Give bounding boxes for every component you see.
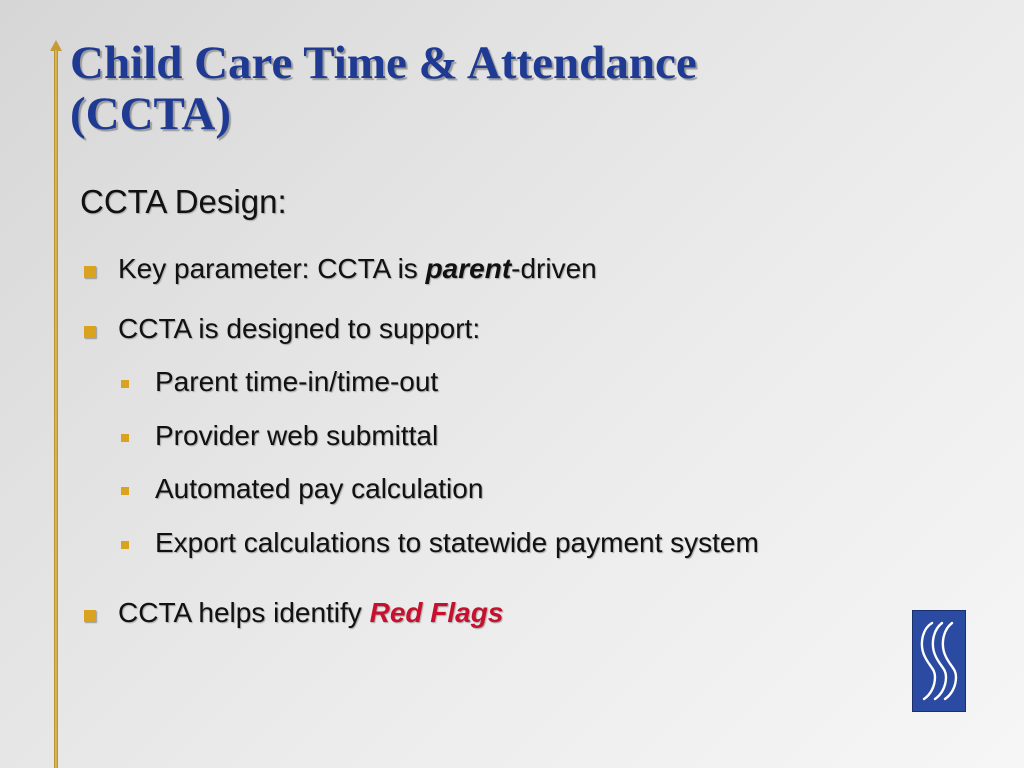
bullet-text: CCTA is designed to support:: [118, 313, 481, 344]
square-bullet-icon: [84, 326, 96, 338]
emphasis-red-flags: Red Flags: [369, 597, 504, 628]
square-bullet-icon: [84, 266, 96, 278]
section-heading: CCTA Design:: [80, 183, 287, 220]
emphasis-parent: parent: [425, 253, 512, 284]
sub-bullet-text: Parent time-in/time-out: [155, 366, 439, 397]
small-square-bullet-icon: [121, 541, 129, 549]
bullet-text: Key parameter: CCTA is parent-driven: [118, 253, 597, 284]
css-logo-icon: [912, 610, 966, 712]
small-square-bullet-icon: [121, 380, 129, 388]
small-square-bullet-icon: [121, 434, 129, 442]
slide-title: [70, 38, 970, 140]
bullet-text: CCTA helps identify Red Flags: [118, 597, 504, 628]
sub-bullet-text: Automated pay calculation: [155, 473, 484, 504]
square-bullet-icon: [84, 610, 96, 622]
vertical-gold-rule: [54, 50, 58, 768]
small-square-bullet-icon: [121, 487, 129, 495]
title-line-2: (CCTA): [70, 88, 231, 140]
sub-bullet-text: Provider web submittal: [155, 420, 439, 451]
title-line-1: Child Care Time & Attendance: [70, 37, 697, 89]
logo-mark-icon: [913, 611, 965, 711]
sub-bullet-text: Export calculations to statewide payment system: [155, 527, 759, 558]
